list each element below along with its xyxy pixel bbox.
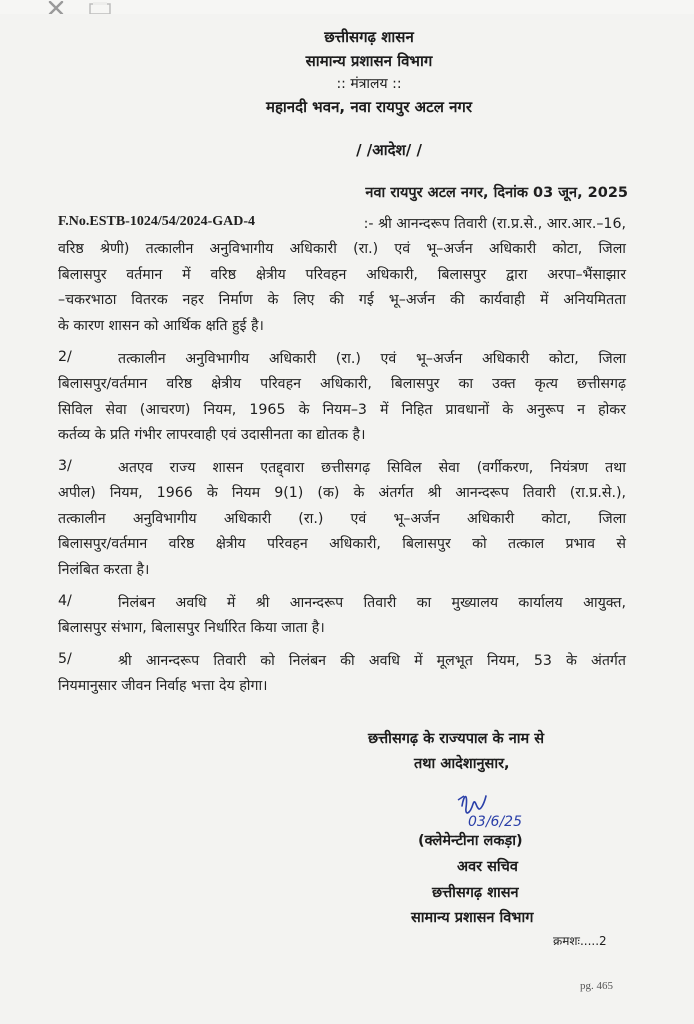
para2-number: 2/ — [58, 349, 72, 365]
para3-line5: निलंबित करता है। — [58, 562, 150, 578]
place-date: नवा रायपुर अटल नगर, दिनांक 03 जून, 2025 — [365, 185, 628, 201]
para3-line2: अपील) नियम, 1966 के नियम 9(1) (क) के अंतर्गत श्री आनन्दरूप तिवारी (रा.प्र.से.), — [58, 485, 626, 501]
header-address: महानदी भवन, नवा रायपुर अटल नगर — [265, 98, 473, 116]
handwritten-signature — [440, 786, 550, 834]
para4-line2: बिलासपुर संभाग, बिलासपुर निर्धारित किया जाता है। — [58, 620, 325, 636]
para2-line4: कर्तव्य के प्रति गंभीर लापरवाही एवं उदासीनता का द्योतक है। — [58, 427, 366, 443]
para1-line4: –चकरभाठा वितरक नहर निर्माण के लिए की गई भू–अर्जन की कार्यवाही में अनियमितता — [58, 292, 626, 308]
para5-line1: श्री आनन्दरूप तिवारी को निलंबन की अवधि में मूलभूत नियम, 53 के अंतर्गत — [118, 653, 626, 669]
by-order-line1: छत्तीसगढ़ के राज्यपाल के नाम से — [368, 731, 545, 747]
para3-line3: तत्कालीन अनुविभागीय अधिकारी (रा.) एवं भू–अर्जन अधिकारी कोटा, जिला — [58, 511, 626, 527]
para5-line2: नियमानुसार जीवन निर्वाह भत्ता देय होगा। — [58, 678, 268, 694]
para1-line3: बिलासपुर वर्तमान में वरिष्ठ क्षेत्रीय परिवहन अधिकारी, बिलासपुर द्वारा अरपा–भैंसाझार — [58, 267, 626, 283]
para4-number: 4/ — [58, 593, 72, 609]
para1-line1 — [58, 214, 626, 233]
header-govt: छत्तीसगढ़ शासन — [324, 28, 414, 46]
para3-line1: अतएव राज्य शासन एतद्द्वारा छत्तीसगढ़ सिविल सेवा (वर्गीकरण, नियंत्रण तथा — [118, 460, 626, 476]
order-title: / /आदेश/ / — [356, 141, 422, 159]
document-page — [0, 14, 694, 1024]
page-number: pg. 465 — [580, 980, 613, 992]
para5-number: 5/ — [58, 651, 72, 667]
header-dept: सामान्य प्रशासन विभाग — [305, 52, 433, 70]
para1-line2: वरिष्ठ श्रेणी) तत्कालीन अनुविभागीय अधिकारी (रा.) एवं भू–अर्जन अधिकारी कोटा, जिला — [58, 241, 626, 257]
para2-line2: बिलासपुर/वर्तमान वरिष्ठ क्षेत्रीय परिवहन अधिकारी, बिलासपुर का उक्त कृत्य छत्तीसगढ़ — [58, 376, 626, 392]
para3-line4: बिलासपुर/वर्तमान वरिष्ठ क्षेत्रीय परिवहन अधिकारी, बिलासपुर को तत्काल प्रभाव से — [58, 536, 626, 552]
header-ministry: :: मंत्रालय :: — [336, 76, 402, 92]
para4-line1: निलंबन अवधि में श्री आनन्दरूप तिवारी का मुख्यालय कार्यालय आयुक्त, — [118, 595, 626, 611]
by-order-line2: तथा आदेशानुसार, — [414, 756, 510, 772]
para1-line5: के कारण शासन को आर्थिक क्षति हुई है। — [58, 318, 264, 334]
signature-date: 03/6/25 — [468, 814, 522, 830]
para2-line3: सिविल सेवा (आचरण) नियम, 1965 के नियम–3 में निहित प्रावधानों के अनुरूप न होकर — [58, 402, 626, 418]
share-icon — [88, 1, 112, 15]
para1-line1-text: :- श्री आनन्दरूप तिवारी (रा.प्र.से., आर.आर.–16, — [363, 216, 626, 232]
file-number: F.No.ESTB-1024/54/2024-GAD-4 — [58, 214, 256, 229]
para2-line1: तत्कालीन अनुविभागीय अधिकारी (रा.) एवं भू–अर्जन अधिकारी कोटा, जिला — [118, 351, 626, 367]
close-icon — [47, 1, 65, 15]
signatory-govt: छत्तीसगढ़ शासन — [432, 885, 519, 901]
continued-marker: क्रमशः.....2 — [553, 934, 607, 948]
signatory-name: (क्लेमेन्टीना लकड़ा) — [418, 833, 523, 849]
signatory-dept: सामान्य प्रशासन विभाग — [411, 910, 534, 926]
signatory-designation: अवर सचिव — [457, 859, 518, 875]
para3-number: 3/ — [58, 458, 72, 474]
